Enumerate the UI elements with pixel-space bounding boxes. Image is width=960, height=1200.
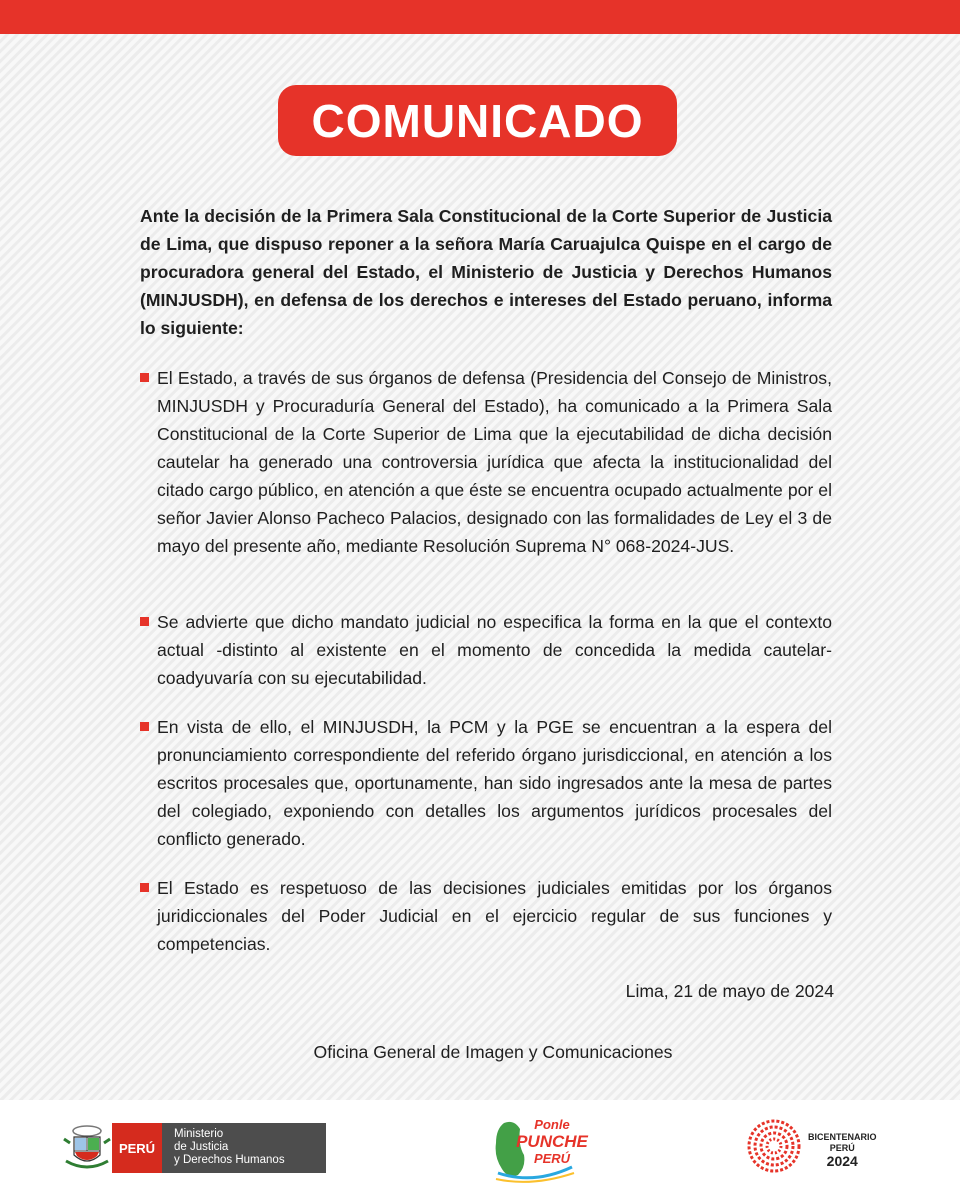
ministry-name: Ministerio de Justicia y Derechos Humanos <box>162 1123 326 1173</box>
office-signature: Oficina General de Imagen y Comunicaciones <box>313 1042 673 1062</box>
list-item-text: Se advierte que dicho mandato judicial no especifica la forma en la que el contexto actual -distinto al existente en el momento de concedida la medida cautelar- coadyuvaría con su ejecutabilidad. <box>157 612 832 688</box>
bullet-square-icon <box>140 883 149 892</box>
list-item-text: El Estado, a través de sus órganos de defensa (Presidencia del Consejo de Ministros, MINJUSDH y Procuraduría General del Estado), ha comunicado a la Primera Sala Constitucional de la Corte Superior de Lima que la ejecutabilidad de dicha decisión cautelar ha generado una controversia jurídica que afecta la institucionalidad del citado cargo público, en atención a que éste se encuentra ocupado actualmente por el señor Javier Alonso Pacheco Palacios, designado con las formalidades de Ley el 3 de mayo del presente año, mediante Resolución Suprema N° 068-2024-JUS. <box>157 368 832 556</box>
list-item <box>140 608 832 692</box>
list-item <box>140 713 832 853</box>
ministry-logo <box>112 1123 326 1173</box>
coat-of-arms-icon <box>62 1121 112 1175</box>
list-item-text: En vista de ello, el MINJUSDH, la PCM y la PGE se encuentran a la espera del pronunciamiento correspondiente del referido órgano jurisdiccional, en atención a los escritos procesales que, oportunamente, han sido ingresados ante la mesa de partes del colegiado, exponiendo con detalles los argumentos jurídicos procesales del conflicto generado. <box>157 717 832 849</box>
bullet-square-icon <box>140 722 149 731</box>
bullet-square-icon <box>140 617 149 626</box>
list-item <box>140 364 832 560</box>
list-item-text: El Estado es respetuoso de las decisiones judiciales emitidas por los órganos juridiccionales del Poder Judicial en el ejercicio regular de sus funciones y competencias. <box>157 878 832 954</box>
bicentenary-burst-icon <box>746 1118 802 1174</box>
bicentenary-logo: BICENTENARIO PERÚ 2024 <box>808 1132 877 1169</box>
top-red-bar <box>0 0 960 34</box>
page-title: COMUNICADO <box>278 85 677 156</box>
punche-logo: Ponle PUNCHE PERÚ <box>516 1117 588 1166</box>
date-line: Lima, 21 de mayo de 2024 <box>625 981 834 1001</box>
list-item <box>140 874 832 958</box>
intro-paragraph: Ante la decisión de la Primera Sala Constitucional de la Corte Superior de Justicia de Lima, que dispuso reponer a la señora María Caruajulca Quispe en el cargo de procuradora general del Estado, el Ministerio de Justicia y Derechos Humanos (MINJUSDH), en defensa de los derechos e intereses del Estado peruano, informa lo siguiente: <box>140 206 832 338</box>
bullet-square-icon <box>140 373 149 382</box>
peru-label: PERÚ <box>112 1123 162 1173</box>
